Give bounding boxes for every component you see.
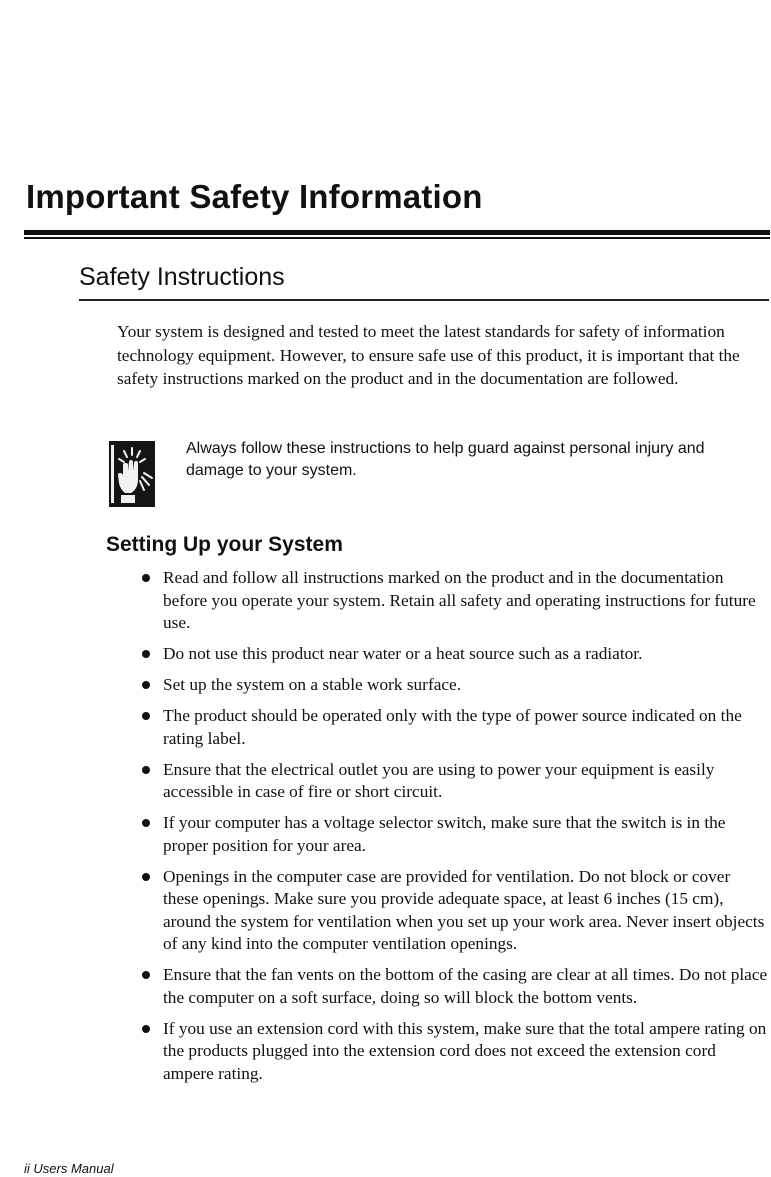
- list-item-text: The product should be operated only with the type of power source indicated on the rating label.: [163, 706, 742, 748]
- list-item-text: Do not use this product near water or a heat source such as a radiator.: [163, 644, 643, 663]
- bullet-icon: [142, 574, 150, 582]
- list-item: [140, 759, 769, 804]
- title-rule-thin: [24, 237, 770, 239]
- warning-text: Always follow these instructions to help guard against personal injury and damage to your system.: [186, 440, 705, 479]
- list-item-text: Ensure that the electrical outlet you are using to power your equipment is easily accessible in case of fire or short circuit.: [163, 759, 715, 801]
- bullet-icon: [142, 819, 150, 827]
- list-item-text: If your computer has a voltage selector switch, make sure that the switch is in the proper position for your area.: [163, 813, 726, 855]
- list-item-text: Set up the system on a stable work surface.: [163, 675, 462, 694]
- list-item: [140, 567, 769, 635]
- page-footer: ii Users Manual: [24, 1161, 114, 1176]
- list-item: [140, 705, 769, 750]
- warning-hand-icon: [109, 441, 155, 507]
- list-item: [140, 643, 769, 666]
- list-item: [140, 674, 769, 697]
- bullet-icon: [142, 971, 150, 979]
- intro-paragraph: Your system is designed and tested to meet the latest standards for safety of information technology equipment. However, to ensure safe use of this product, it is important that the safety instructions marked on the product and in the documentation are followed.: [117, 322, 740, 388]
- list-item-text: Read and follow all instructions marked on the product and in the documentation before you operate your system. Retain all safety and operating instructions for future use.: [163, 568, 756, 632]
- bullet-icon: [142, 681, 150, 689]
- section-title: Safety Instructions: [79, 263, 285, 291]
- bullet-icon: [142, 1025, 150, 1033]
- subsection-title: Setting Up your System: [106, 533, 343, 556]
- list-item: [140, 964, 769, 1009]
- list-item-text: Ensure that the fan vents on the bottom of the casing are clear at all times. Do not place the computer on a soft surface, doing so will block the bottom vents.: [163, 965, 768, 1007]
- page-title: Important Safety Information: [26, 178, 483, 215]
- bullet-icon: [142, 650, 150, 658]
- list-item-text: If you use an extension cord with this system, make sure that the total ampere rating on the products plugged into the extension cord does not exceed the extension cord ampere rating.: [163, 1018, 767, 1083]
- list-item-text: Openings in the computer case are provided for ventilation. Do not block or cover these openings. Make sure you provide adequate space, at least 6 inches (15 cm), around the system for ventilation when you set up your work area. Never insert objects of any kind into the computer ventilation openings.: [163, 866, 765, 953]
- list-item: [140, 866, 769, 956]
- bullet-icon: [142, 712, 150, 720]
- setup-bullet-list: [140, 567, 769, 1094]
- title-rule-thick: [24, 230, 770, 235]
- list-item: [140, 812, 769, 857]
- section-rule: [79, 299, 769, 301]
- bullet-icon: [142, 873, 150, 881]
- bullet-icon: [142, 766, 150, 774]
- list-item: [140, 1018, 769, 1086]
